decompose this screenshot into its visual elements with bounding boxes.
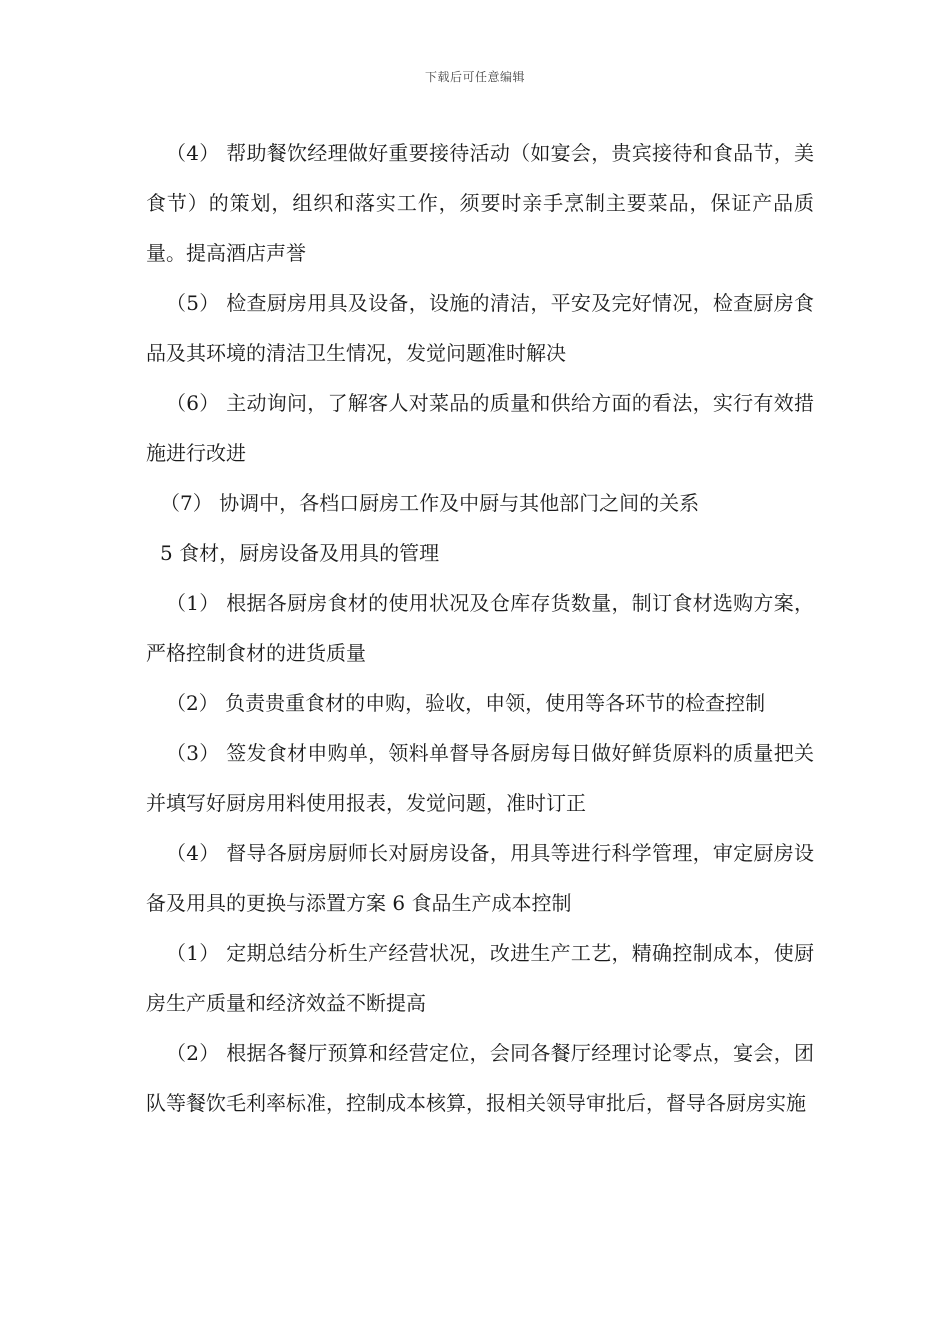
paragraph-item-6-feedback: （6） 主动询问，了解客人对菜品的质量和供给方面的看法，实行有效措施进行改进: [146, 391, 814, 465]
paragraph-item-1-procurement: （1） 根据各厨房食材的使用状况及仓库存货数量，制订食材选购方案，严格控制食材的进货质量: [146, 591, 814, 665]
paragraph-item-1-cost-analysis: （1） 定期总结分析生产经营状况，改进生产工艺，精确控制成本，使厨房生产质量和经济效益不断提高: [146, 941, 814, 1015]
paragraph-item-5-inspection: （5） 检查厨房用具及设备，设施的清洁，平安及完好情况，检查厨房食品及其环境的清洁卫生情况，发觉问题准时解决: [146, 291, 814, 365]
document-body: [146, 128, 814, 1128]
paragraph-item-4-reception: （4） 帮助餐饮经理做好重要接待活动（如宴会，贵宾接待和食品节，美食节）的策划，组织和落实工作，须要时亲手烹制主要菜品，保证产品质量。提高酒店声誉: [146, 141, 814, 265]
paragraph-item-3-requisition: （3） 签发食材申购单，领料单督导各厨房每日做好鲜货原料的质量把关并填写好厨房用料使用报表，发觉问题，准时订正: [146, 741, 814, 815]
paragraph-item-4-equipment: （4） 督导各厨房厨师长对厨房设备，用具等进行科学管理，审定厨房设备及用具的更换与添置方案 6 食品生产成本控制: [146, 841, 814, 915]
paragraph-item-7-coordination: （7） 协调中，各档口厨房工作及中厨与其他部门之间的关系: [160, 491, 700, 515]
section-heading-5-materials: 5 食材，厨房设备及用具的管理: [160, 541, 440, 565]
page-header-note: 下载后可任意编辑: [424, 70, 525, 84]
paragraph-item-2-budget: （2） 根据各餐厅预算和经营定位，会同各餐厅经理讨论零点，宴会，团队等餐饮毛利率标准，控制成本核算，报相关领导审批后，督导各厨房实施: [146, 1041, 814, 1115]
paragraph-item-2-precious-materials: （2） 负责贵重食材的申购，验收，申领，使用等各环节的检查控制: [166, 691, 766, 715]
